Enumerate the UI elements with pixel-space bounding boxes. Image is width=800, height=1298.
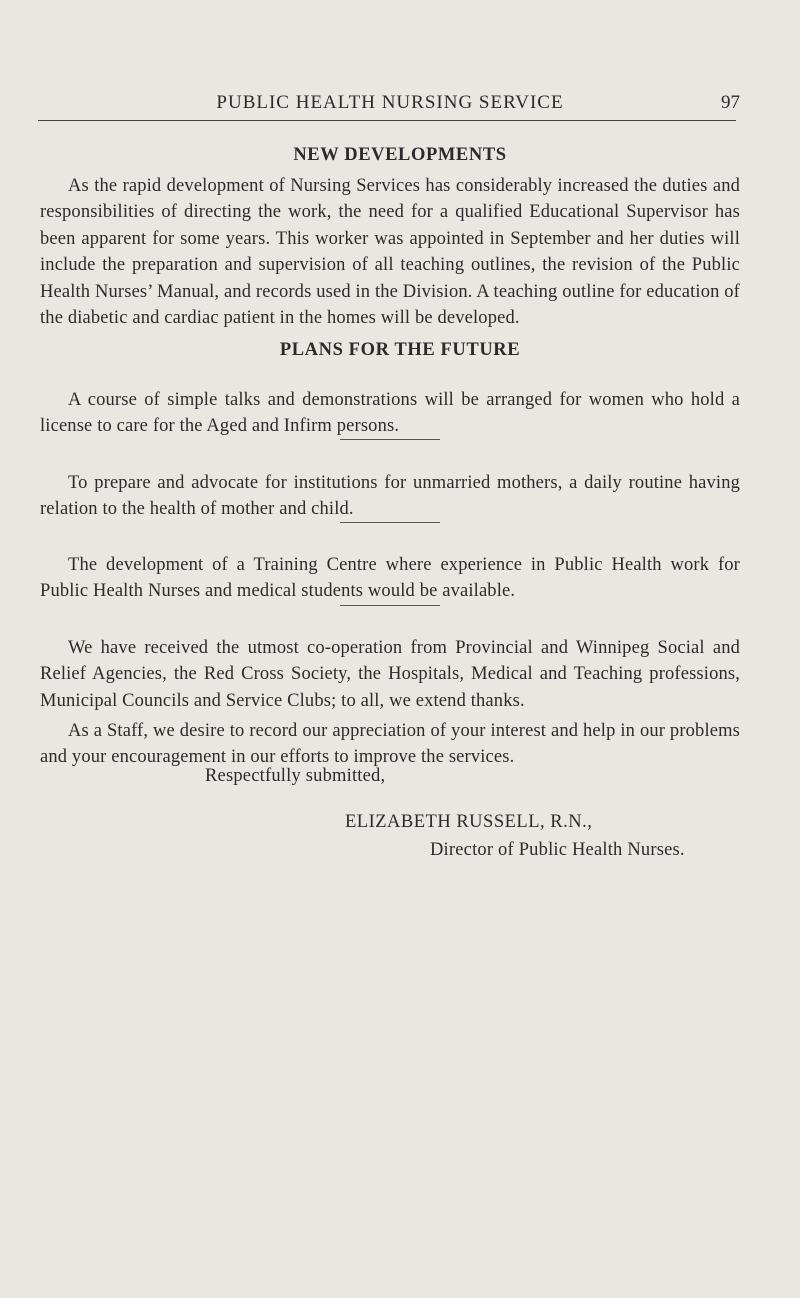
paragraph-new-developments: As the rapid development of Nursing Services has considerably increased the duties and responsibilities of directing the work, the need for a qualified Educational Supervisor has been apparent for some years. This worker was appointed in September and her duties will include the preparation and supervision of all teaching outlines, the revision of the Public Health Nurses’ Manual, and records used in the Division. A teaching outline for education of the diabetic and cardiac patient in the homes will be developed. [40,175,740,328]
paragraph-plans-5: As a Staff, we desire to record our appreciation of your interest and help in our problems and your encouragement in our efforts to improve the services. [40,720,740,767]
paragraph-plans-1: A course of simple talks and demonstrations will be arranged for women who hold a license to care for the Aged and Infirm persons. [40,389,740,436]
page-number: 97 [721,92,740,113]
header-rule [38,120,736,121]
paragraph-plans-2: To prepare and advocate for institutions for unmarried mothers, a daily routine having relation to the health of mother and child. [40,472,740,519]
heading-new-developments: NEW DEVELOPMENTS [293,145,507,165]
running-header [40,92,740,118]
paragraph-plans-4: We have received the utmost co-operation from Provincial and Winnipeg Social and Relief Agencies, the Red Cross Society, the Hospitals, Medical and Teaching professions, Municipal Councils and Service Clubs; to all, we extend thanks. [40,637,740,711]
heading-plans-for-the-future: PLANS FOR THE FUTURE [279,340,521,360]
paragraph-plans-3: The development of a Training Centre where experience in Public Health work for Public Health Nurses and medical students would be available. [40,554,740,601]
section-divider [340,439,440,440]
closing-salutation: Respectfully submitted, [205,766,386,786]
section-divider [340,605,440,606]
running-title: PUBLIC HEALTH NURSING SERVICE [216,92,564,113]
signature-title: Director of Public Health Nurses. [430,840,685,860]
section-divider [340,522,440,523]
signature-name: ELIZABETH RUSSELL, R.N., [345,812,593,832]
